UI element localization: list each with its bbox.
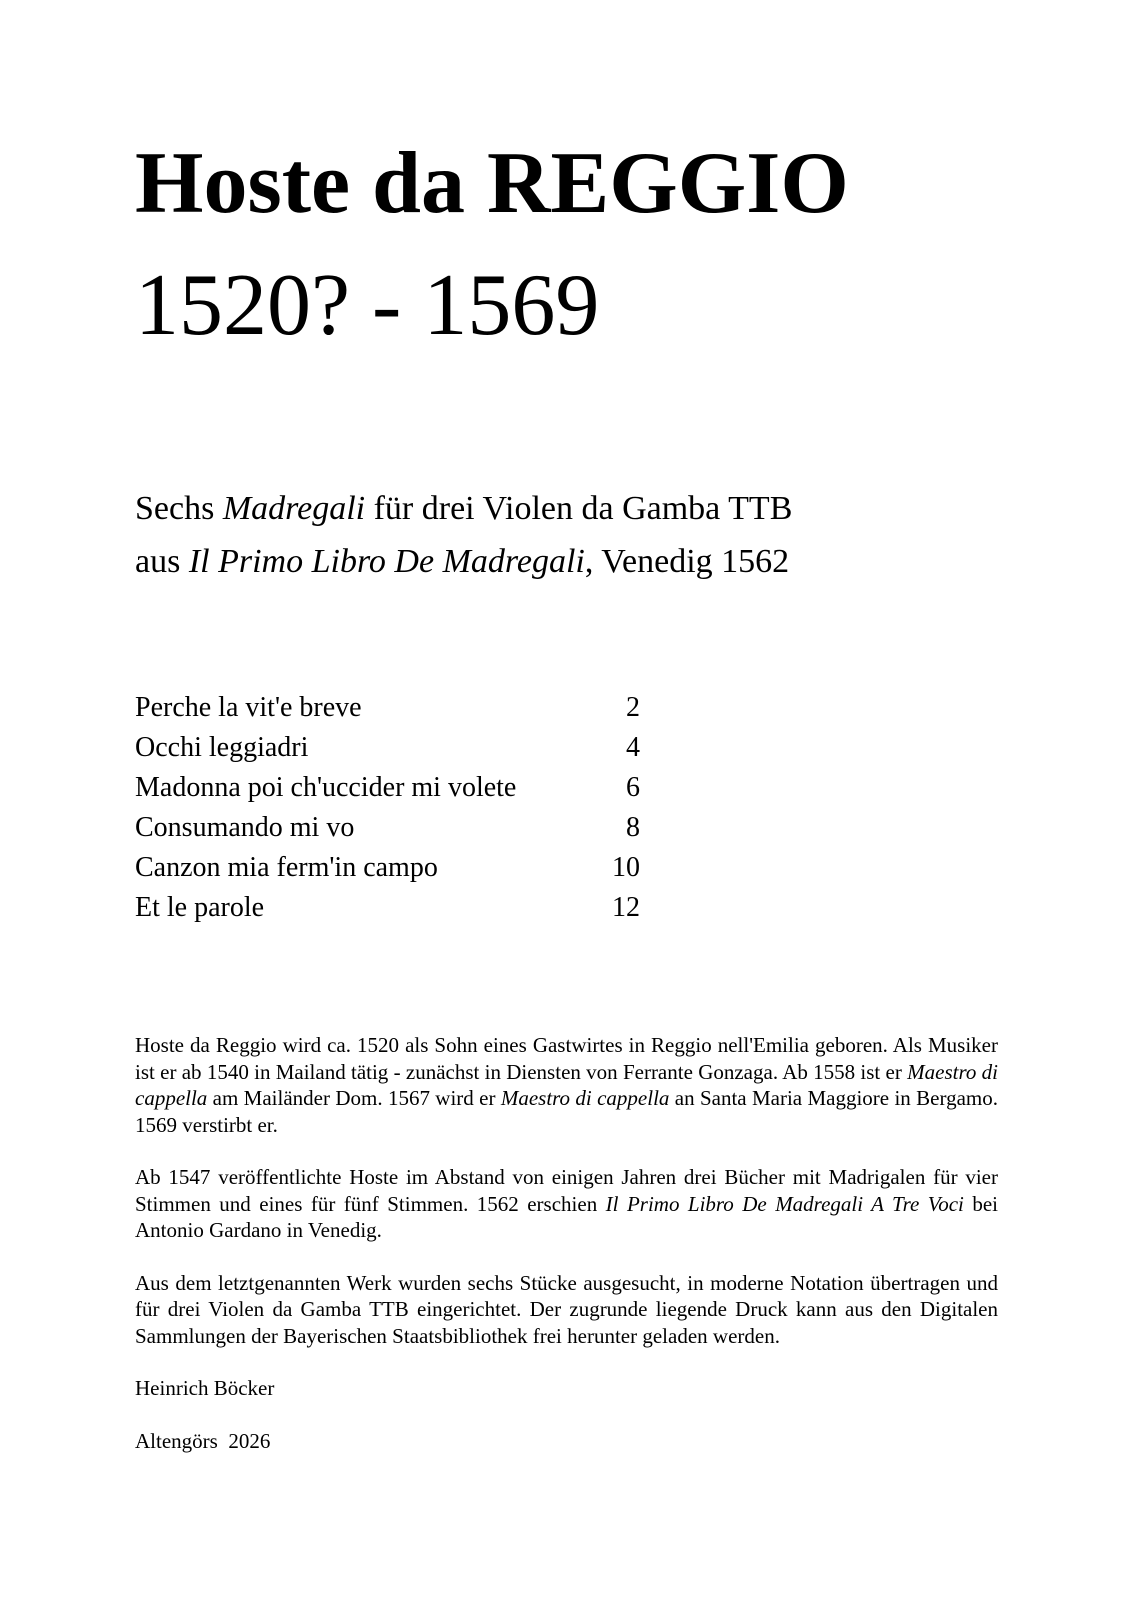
biography-paragraph-2 bbox=[135, 1164, 998, 1244]
toc-entry bbox=[135, 768, 640, 808]
composer-name-title: Hoste da REGGIO bbox=[135, 135, 849, 232]
composer-dates: 1520? - 1569 bbox=[135, 257, 600, 354]
toc-entry-title: Et le parole bbox=[135, 892, 265, 923]
paragraph-2-text: Ab 1547 veröffentlichte Hoste im Abstand von einigen Jahren drei Bücher mit Madrigalen für vier Stimmen und eines für fünf Stimmen. 1562 erschien bbox=[135, 1165, 998, 1216]
paragraph-1-text-2: am Mailänder Dom. 1567 wird er bbox=[207, 1086, 501, 1110]
toc-entry-title: Consumando mi vo bbox=[135, 812, 355, 843]
paragraph-2-text-2: bei Antonio Gardano in Venedig. bbox=[135, 1191, 998, 1242]
toc-entry-title: Madonna poi ch'uccider mi volete bbox=[135, 772, 517, 803]
subtitle-line-1 bbox=[135, 482, 792, 535]
paragraph-1-text-3: an Santa Maria Maggiore in Bergamo. 1569 verstirbt er. bbox=[135, 1086, 998, 1137]
subtitle-line-1-italic: Madregali bbox=[222, 490, 366, 527]
subtitle-line-2-text-b: , Venedig 1562 bbox=[584, 543, 790, 580]
paragraph-1-text: Hoste da Reggio wird ca. 1520 als Sohn eines Gastwirtes in Reggio nell'Emilia geboren. Als Musiker ist er ab 1540 in Mailand tätig - zunächst in Diensten von Ferrante Gonzaga. Ab 1558 ist er bbox=[135, 1033, 998, 1084]
subtitle-line-2 bbox=[135, 535, 792, 588]
biography-text bbox=[135, 1032, 998, 1480]
toc-entry bbox=[135, 808, 640, 848]
toc-entry-page: 8 bbox=[626, 812, 640, 843]
paragraph-1-italic-1: Maestro di cappella bbox=[135, 1059, 998, 1110]
toc-entry bbox=[135, 848, 640, 888]
toc-entry-title: Occhi leggiadri bbox=[135, 732, 309, 763]
toc-entry bbox=[135, 728, 640, 768]
place-and-year: Altengörs 2026 bbox=[135, 1428, 271, 1453]
paragraph-2-italic: Il Primo Libro De Madregali A Tre Voci bbox=[605, 1191, 964, 1216]
toc-entry bbox=[135, 888, 640, 928]
paragraph-1-italic-2: Maestro di cappella bbox=[500, 1086, 670, 1110]
subtitle-line-2-italic: Il Primo Libro De Madregali bbox=[188, 543, 585, 580]
author-signature: Heinrich Böcker bbox=[135, 1376, 275, 1400]
toc-entry-title: Perche la vit'e breve bbox=[135, 692, 362, 723]
subtitle-line-1-text-a: Sechs bbox=[135, 490, 223, 527]
toc-entry-page: 2 bbox=[626, 692, 640, 723]
toc-entry-page: 10 bbox=[612, 852, 640, 883]
toc-entry-page: 4 bbox=[626, 732, 640, 763]
toc-entry-title: Canzon mia ferm'in campo bbox=[135, 852, 438, 883]
biography-paragraph-3: Aus dem letztgenannten Werk wurden sechs Stücke ausgesucht, in moderne Notation übertragen und für drei Violen da Gamba TTB eingerichtet. Der zugrunde liegende Druck kann aus den Digitalen Sammlungen der Bayerischen Staatsbibliothek frei herunter geladen werden. bbox=[135, 1270, 998, 1348]
table-of-contents bbox=[135, 688, 640, 928]
toc-entry bbox=[135, 688, 640, 728]
subtitle-line-2-text-a: aus bbox=[135, 543, 189, 580]
subtitle-line-1-text-b: für drei Violen da Gamba TTB bbox=[365, 490, 793, 527]
edition-subtitle bbox=[135, 482, 792, 588]
biography-paragraph-1 bbox=[135, 1032, 998, 1138]
toc-entry-page: 6 bbox=[626, 772, 640, 803]
toc-entry-page: 12 bbox=[612, 892, 640, 923]
